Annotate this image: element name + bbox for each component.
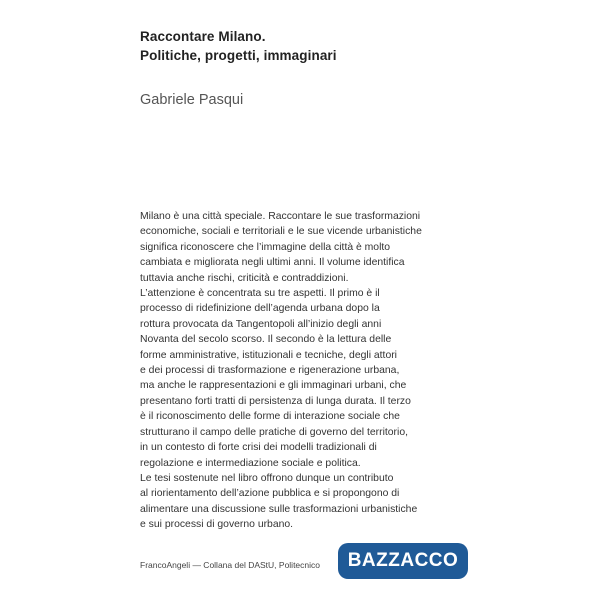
description-line: tuttavia anche rischi, criticità e contraddizioni. (140, 272, 349, 284)
description-line: significa riconoscere che l’immagine della città è molto (140, 241, 391, 253)
description-line: è il riconoscimento delle forme di interazione sociale che (140, 411, 400, 423)
description-line: Novanta del secolo scorso. Il secondo è la lettura delle (140, 334, 392, 346)
description-line: Le tesi sostenute nel libro offrono dunque un contributo (140, 472, 394, 484)
description-line: forme amministrative, istituzionali e tecniche, degli attori (140, 349, 397, 361)
description-line: presentano forti tratti di persistenza di lunga durata. Il terzo (140, 395, 411, 407)
description-line: al riorientamento dell’azione pubblica e si propongono di (140, 488, 400, 500)
book-description (140, 209, 470, 533)
description-line: Milano è una città speciale. Raccontare le sue trasformazioni (140, 211, 421, 222)
description-line: rottura provocata da Tangentopoli all’inizio degli anni (140, 318, 382, 330)
description-line: alimentare una discussione sulle trasformazioni urbanistiche (140, 503, 418, 515)
description-line: e dei processi di trasformazione e rigenerazione urbana, (140, 365, 400, 377)
description-line: processo di ridefinizione dell’agenda urbana dopo la (140, 303, 380, 315)
description-line: e sui processi di governo urbano. (140, 519, 294, 531)
book-title-line-1: Raccontare Milano. (140, 29, 266, 44)
description-line: economiche, sociali e territoriali e le sue vicende urbanistiche (140, 226, 422, 238)
book-title-line-2: Politiche, progetti, immaginari (140, 48, 337, 63)
description-line: regolazione e intermediazione sociale e politica. (140, 457, 361, 469)
description-line: strutturano il campo delle pratiche di governo del territorio, (140, 426, 408, 438)
book-author: Gabriele Pasqui (140, 92, 244, 108)
description-line: ma anche le rappresentazioni e gli immaginari urbani, che (140, 380, 407, 392)
description-line: in un contesto di forte crisi dei modelli tradizionali di (140, 442, 377, 454)
description-line: L’attenzione è concentrata su tre aspetti. Il primo è il (140, 288, 380, 300)
bazzacco-badge[interactable]: BAZZACCO (338, 543, 468, 579)
book-title (140, 27, 337, 65)
description-line: cambiata e migliorata negli ultimi anni. Il volume identifica (140, 257, 405, 269)
publisher-series: FrancoAngeli — Collana del DAStU, Politecnico (140, 560, 321, 570)
